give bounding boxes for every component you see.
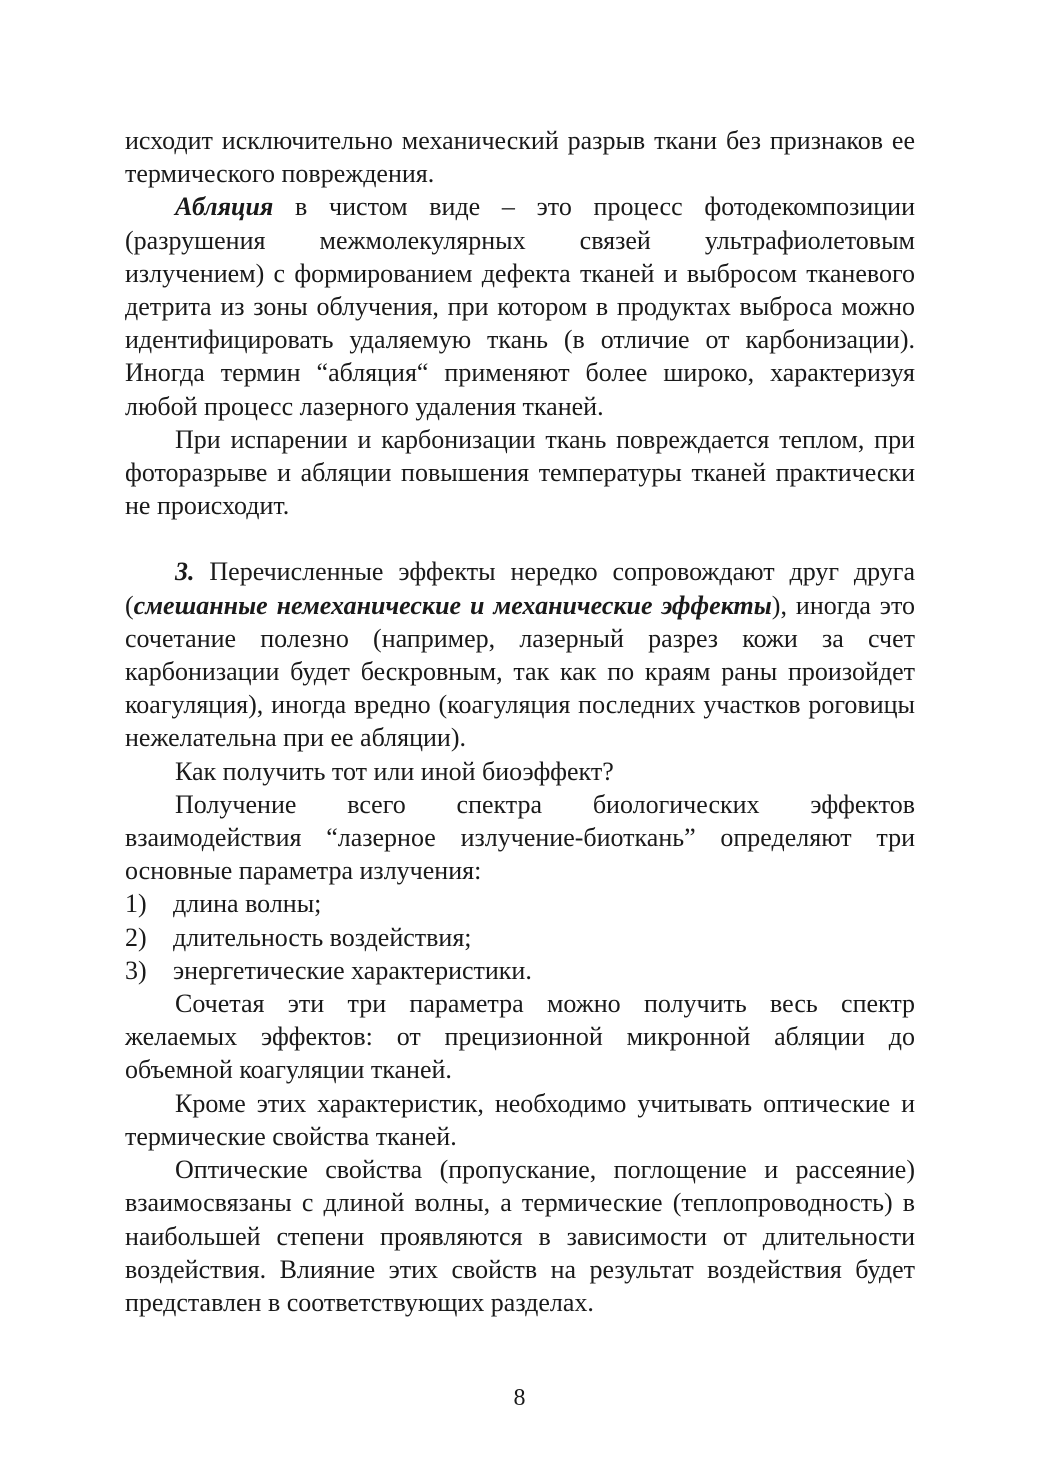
paragraph-question: Как получить тот или иной биоэффект? xyxy=(175,756,614,786)
list-item-text: длительность воздействия; xyxy=(173,922,472,952)
paragraph-heat-damage: При испарении и карбонизации ткань повреждается теплом, при фоторазрыве и абляции повышения температуры тканей практически не происходит. xyxy=(125,424,915,521)
paragraph-continuation: исходит исключительно механический разрыв ткани без признаков ее термического повреждения. xyxy=(125,126,915,189)
paragraph-mixed-text-2: ), иногда это сочетание полезно (например, лазерный разрез кожи за счет карбонизации будет бескровным, так как по краям раны произойдет коагуляция), иногда вредно (коагуляция последних участков роговицы нежелательна при ее абляции). xyxy=(125,590,915,753)
list-item-number: 3) xyxy=(125,955,147,985)
list-item xyxy=(125,954,915,987)
paragraph-combination: Сочетая эти три параметра можно получить весь спектр желаемых эффектов: от прецизионной микронной абляции до объемной коагуляции тканей. xyxy=(125,989,915,1085)
paragraph-mixed-effects xyxy=(125,555,915,754)
list-item-text: длина волны; xyxy=(173,889,322,919)
list-item xyxy=(125,887,915,920)
term-ablation: Абляция xyxy=(175,192,274,222)
page-body xyxy=(125,124,915,1319)
paragraph-ablation-text: в чистом виде – это процесс фотодекомпозиции (разрушения межмолекулярных связей ультрафиолетовым излучением) с формированием дефекта тканей и выбросом тканевого детрита из зоны облучения, при котором в продуктах выброса можно идентифицировать удаляемую ткань (в отличие от карбонизации). Иногда термин “абляция“ применяют более широко, характеризуя любой процесс лазерного удаления тканей. xyxy=(125,192,915,421)
paragraph-parameters: Получение всего спектра биологических эффектов взаимодействия “лазерное излучение-биоткань” определяют три основные параметра излучения: xyxy=(125,789,915,886)
paragraph-optical-thermal: Оптические свойства (пропускание, поглощение и рассеяние) взаимосвязаны с длиной волны, а термические (теплопроводность) в наибольшей степени проявляются в зависимости от длительности воздействия. Влияние этих свойств на результат воздействия будет представлен в соответствующих разделах. xyxy=(125,1155,915,1317)
page-number: 8 xyxy=(513,1385,526,1411)
paragraph-properties: Кроме этих характеристик, необходимо учитывать оптические и термические свойства тканей. xyxy=(125,1088,915,1151)
paragraph-ablation xyxy=(125,190,915,422)
list-item-number: 2) xyxy=(125,922,147,952)
list-item-text: энергетические характеристики. xyxy=(173,955,532,985)
paragraph-mixed-text-1: Перечисленные эффекты нередко сопровождают друг друга ( xyxy=(125,557,915,620)
list-item-number: 1) xyxy=(125,889,147,919)
paragraph-gap xyxy=(125,522,915,555)
term-mixed-effects: смешанные немеханические и механические эффекты xyxy=(133,590,772,620)
parameter-list xyxy=(125,887,915,987)
list-item xyxy=(125,921,915,954)
section-number: 3. xyxy=(175,557,195,587)
